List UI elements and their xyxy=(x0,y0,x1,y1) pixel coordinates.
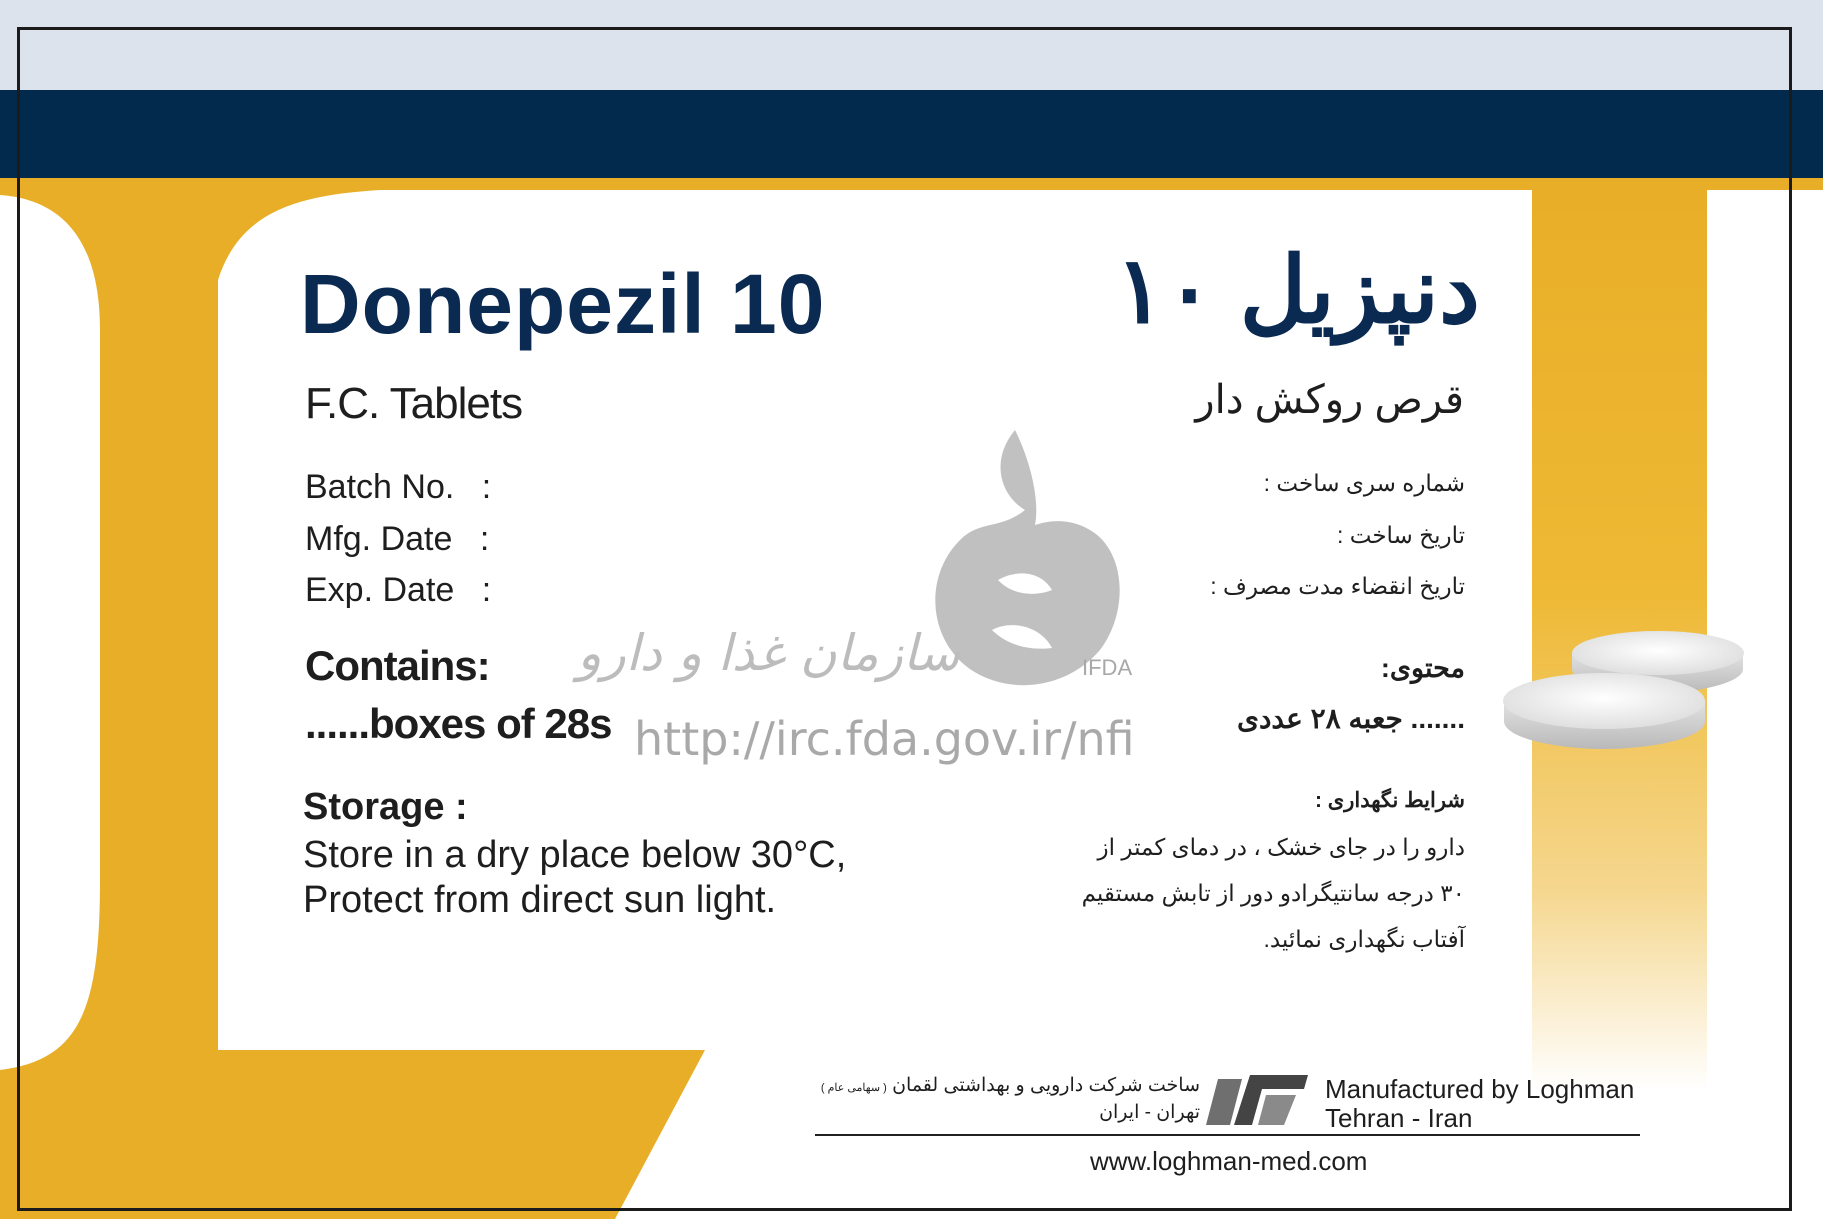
watermark-org-fa: سازمان غذا و دارو xyxy=(577,624,960,682)
batch-no-label-fa: شماره سری ساخت : xyxy=(1263,470,1465,496)
watermark-ifda-text: IFDA xyxy=(1082,655,1133,680)
mfg-date-field xyxy=(305,522,489,556)
storage-line-2: Protect from direct sun light. xyxy=(303,879,777,921)
exp-date-label-fa: تاریخ انقضاء مدت مصرف : xyxy=(1210,573,1465,599)
tablets-illustration xyxy=(1500,625,1780,775)
manufacturer-name-fa: ساخت شرکت دارویی و بهداشتی لقمان xyxy=(892,1075,1200,1096)
tablet-front-icon xyxy=(1503,673,1705,749)
mfg-date-label-fa: تاریخ ساخت : xyxy=(1336,522,1465,548)
manufacturer-line-1-fa xyxy=(800,1076,1200,1095)
manufacturer-line-1-en: Manufactured by Loghman xyxy=(1325,1074,1635,1104)
manufacturer-line-2-fa: تهران - ایران xyxy=(1099,1102,1200,1123)
exp-date-colon: : xyxy=(481,571,492,609)
storage-line-fa-3: آفتاب نگهداری نمائید. xyxy=(1263,926,1465,952)
manufacturer-type-fa: ( سهامی عام ) xyxy=(820,1082,887,1094)
storage-line-fa-2: ۳۰ درجه سانتیگرادو دور از تابش مستقیم xyxy=(1081,880,1465,906)
ifda-emblem-icon xyxy=(935,430,1119,685)
contains-label-fa: محتوی: xyxy=(1380,653,1465,683)
website-link[interactable]: www.loghman-med.com xyxy=(1090,1146,1368,1176)
exp-date-label: Exp. Date xyxy=(305,571,455,609)
mfg-date-colon: : xyxy=(479,520,490,558)
storage-title: Storage : xyxy=(303,786,468,828)
mfg-date-label: Mfg. Date xyxy=(305,520,453,558)
dosage-form-en: F.C. Tablets xyxy=(305,379,523,428)
batch-no-field xyxy=(305,470,491,504)
storage-title-fa: شرایط نگهداری : xyxy=(1314,789,1465,812)
exp-date-field xyxy=(305,573,491,607)
storage-line-1: Store in a dry place below 30°C, xyxy=(303,834,847,876)
manufacturer-line-2-en: Tehran - Iran xyxy=(1325,1103,1473,1133)
dosage-form-fa: قرص روکش دار xyxy=(1195,378,1464,422)
loghman-logo-icon xyxy=(1200,1071,1312,1129)
contains-value-fa: ....... جعبه ۲۸ عددی xyxy=(1237,703,1465,734)
contains-value: ......boxes of 28s xyxy=(305,700,612,747)
batch-no-label: Batch No. xyxy=(305,468,455,506)
footer-divider xyxy=(815,1134,1640,1136)
batch-no-colon: : xyxy=(481,468,492,506)
product-title-en: Donepezil 10 xyxy=(300,257,826,351)
storage-line-fa-1: دارو را در جای خشک ، در دمای کمتر از xyxy=(1097,834,1465,860)
contains-label: Contains: xyxy=(305,642,490,689)
product-title-fa: دنپزیل ۱۰ xyxy=(1115,240,1480,342)
watermark-url: http://irc.fda.gov.ir/nfi xyxy=(634,712,1135,766)
